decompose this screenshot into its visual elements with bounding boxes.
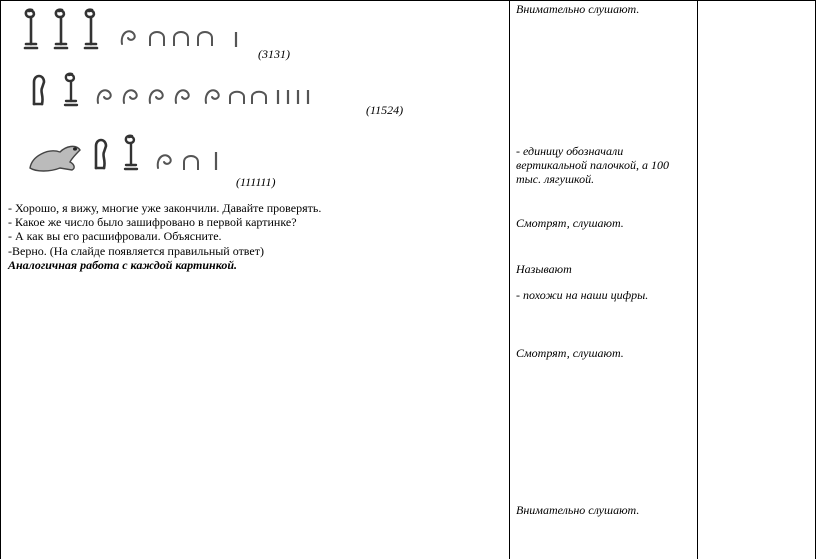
tadpole-frog-icon: [30, 146, 80, 171]
heel-bone-icon: [150, 32, 164, 46]
teacher-activity: [8, 201, 488, 272]
example-code-3: (111111): [236, 175, 276, 189]
coil-rope-icon: [206, 90, 219, 103]
coil-rope-icon: [158, 155, 171, 168]
pupil-note: - единицу обозначали вертикальной палочкой, а 100 тыс. лягушкой.: [516, 144, 669, 187]
coil-rope-icon: [122, 31, 135, 44]
coil-rope-icon: [98, 90, 111, 103]
teacher-line-emphasis: Аналогичная работа с каждой картинкой.: [8, 257, 237, 272]
pupil-note: Смотрят, слушают.: [516, 346, 624, 360]
coil-rope-icon: [176, 90, 189, 103]
column-divider-2: [697, 0, 698, 559]
lotus-icon: [85, 10, 97, 48]
lotus-icon: [25, 10, 37, 48]
lotus-icon: [65, 74, 77, 105]
teacher-line: - Какое же число было зашифровано в первой картинке?: [8, 215, 297, 230]
table-top-border: [0, 0, 816, 1]
heel-bone-icon: [230, 92, 244, 104]
example-code-2: (11524): [366, 103, 404, 117]
hieroglyph-row-11524: [28, 70, 348, 110]
table-left-border: [0, 0, 1, 559]
finger-icon: [96, 140, 106, 168]
coil-rope-icon: [150, 90, 163, 103]
pupil-note: Внимательно слушают.: [516, 503, 640, 517]
coil-rope-icon: [124, 90, 137, 103]
lotus-icon: [125, 136, 137, 169]
teacher-line: - А как вы его расшифровали. Объясните.: [8, 229, 222, 244]
pupil-note: - похожи на наши цифры.: [516, 288, 649, 302]
heel-bone-icon: [198, 32, 212, 46]
finger-icon: [34, 76, 44, 104]
heel-bone-icon: [252, 92, 266, 104]
pupil-note: Называют: [516, 262, 572, 276]
lotus-icon: [55, 10, 67, 48]
column-divider-1: [509, 0, 510, 559]
hieroglyph-row-3131: [20, 4, 260, 54]
teacher-line: - Хорошо, я вижу, многие уже закончили. Давайте проверять.: [8, 201, 322, 215]
example-code-1: (3131): [258, 47, 290, 61]
hieroglyph-row-111111: [26, 128, 236, 174]
teacher-line: -Верно. (На слайде появляется правильный ответ): [8, 243, 264, 258]
heel-bone-icon: [174, 32, 188, 46]
pupil-note: Внимательно слушают.: [516, 2, 640, 16]
pupil-note: Смотрят, слушают.: [516, 216, 624, 230]
heel-bone-icon: [184, 156, 198, 170]
